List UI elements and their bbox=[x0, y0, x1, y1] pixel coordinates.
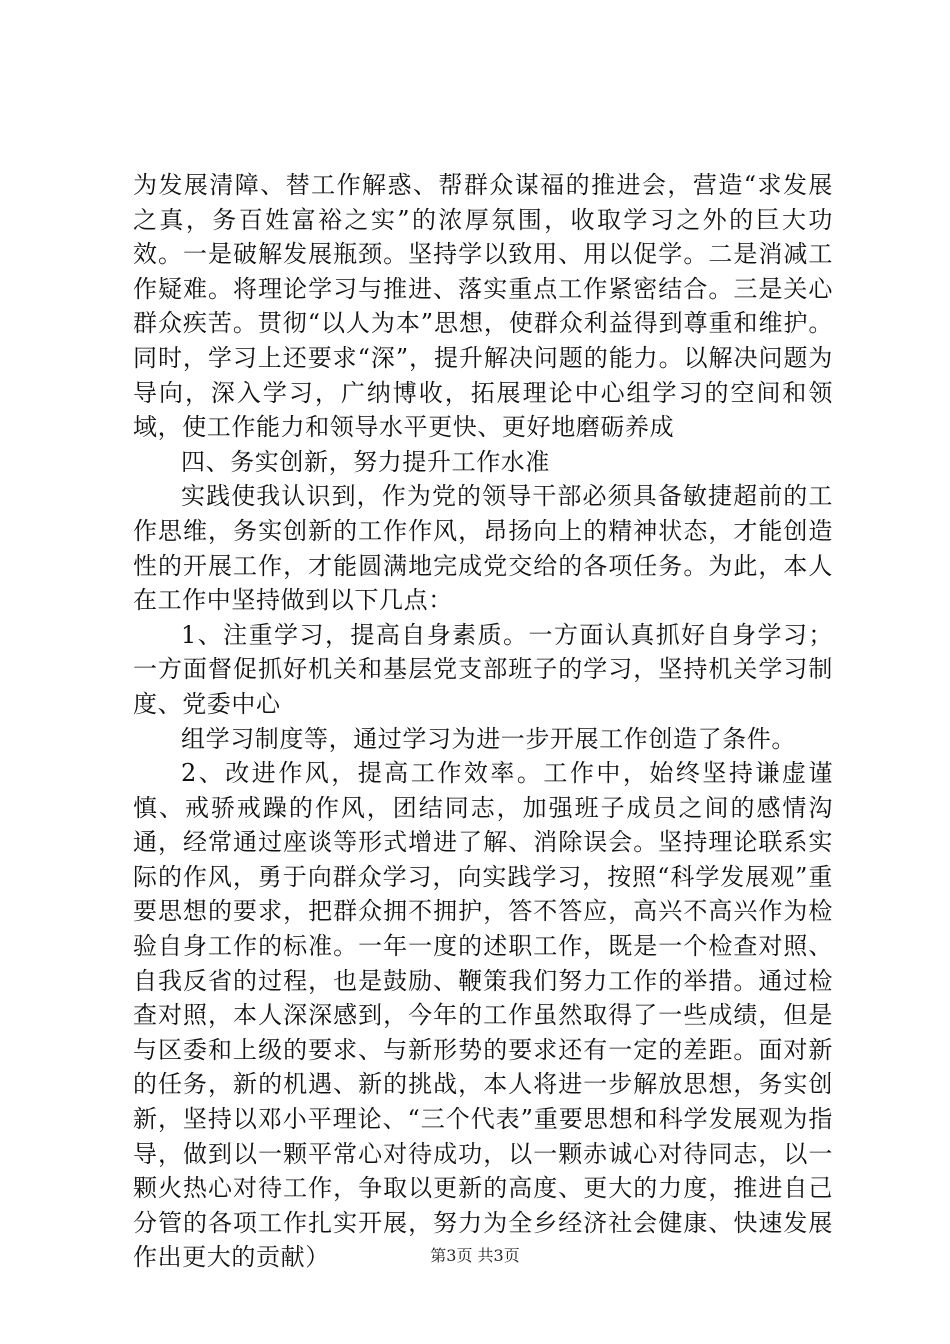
paragraph-point-two: 2、改进作风，提高工作效率。工作中，始终坚持谦虚谨慎、戒骄戒躁的作风，团结同志，加强班子成员之间的感情沟通，经常通过座谈等形式增进了解、消除误会。坚持理论联系实际的作风，勇于向群众学习，向实践学习，按照“科学发展观”重要思想的要求，把群众拥不拥护，答不答应，高兴不高兴作为检验自身工作的标准。一年一度的述职工作，既是一个检查对照、自我反省的过程，也是鼓励、鞭策我们努力工作的举措。通过检查对照，本人深深感到，今年的工作虽然取得了一些成绩，但是与区委和上级的要求、与新形势的要求还有一定的差距。面对新的任务，新的机遇、新的挑战，本人将进一步解放思想，务实创新，坚持以邓小平理论、“三个代表”重要思想和科学发展观为指导，做到以一颗平常心对待成功，以一颗赤诚心对待同志，以一颗火热心对待工作，争取以更新的高度、更大的力度，推进自己分管的各项工作扎实开展，努力为全乡经济社会健康、快速发展作出更大的贡献） bbox=[133, 759, 833, 1272]
section-heading: 四、务实创新，努力提升工作水准 bbox=[181, 447, 550, 476]
paragraph-point-one: 1、注重学习，提高自身素质。一方面认真抓好自身学习；一方面督促抓好机关和基层党支部班子的学习，坚持机关学习制度、党委中心 bbox=[133, 620, 833, 718]
document-body bbox=[133, 168, 833, 1275]
paragraph-continuation: 为发展清障、替工作解惑、帮群众谋福的推进会，营造“求发展之真，务百姓富裕之实”的浓厚氛围，收取学习之外的巨大功效。一是破解发展瓶颈。坚持学以致用、用以促学。二是消减工作疑难。将理论学习与推进、落实重点工作紧密结合。三是关心群众疾苦。贯彻“以人为本”思想，使群众利益得到尊重和维护。同时，学习上还要求“深”，提升解决问题的能力。以解决问题为导向，深入学习，广纳博收，拓展理论中心组学习的空间和领域，使工作能力和领导水平更快、更好地磨砺养成 bbox=[133, 171, 833, 442]
page-footer: 第3页 共3页 bbox=[430, 1246, 520, 1265]
paragraph-point-one-continued: 组学习制度等，通过学习为进一步开展工作创造了条件。 bbox=[181, 724, 796, 753]
paragraph-practice: 实践使我认识到，作为党的领导干部必须具备敏捷超前的工作思维，务实创新的工作作风，昂扬向上的精神状态，才能创造性的开展工作，才能圆满地完成党交给的各项任务。为此，本人在工作中坚持做到以下几点： bbox=[133, 482, 833, 615]
